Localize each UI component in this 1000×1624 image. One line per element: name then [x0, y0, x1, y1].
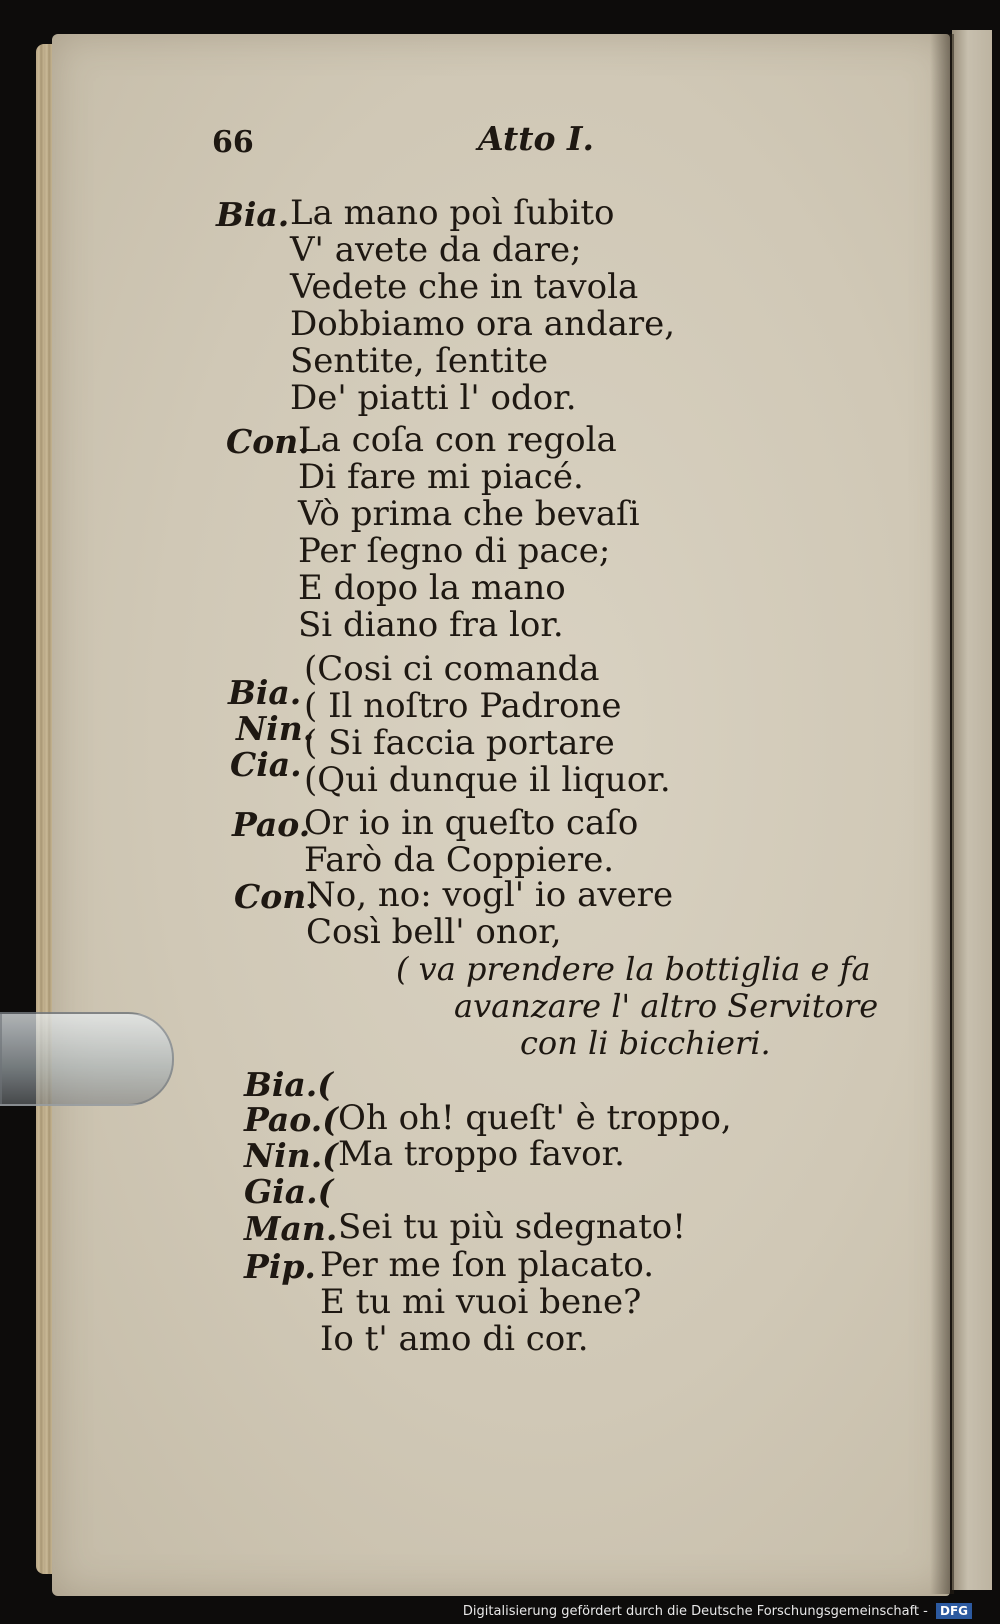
- verse-line: La mano poì ſubito: [290, 193, 615, 233]
- speaker-label: Nin.(: [244, 1136, 338, 1175]
- dfg-logo: DFG: [936, 1603, 972, 1619]
- verse-line: De' piatti l' odor.: [290, 378, 577, 418]
- running-title: Atto I.: [478, 119, 594, 158]
- speaker-label: Pao.(: [244, 1100, 338, 1139]
- page-number: 66: [212, 125, 254, 160]
- verse-line: Sentite, ſentite: [290, 341, 549, 381]
- speaker-label: Bia.(: [244, 1065, 333, 1104]
- speaker-label: Gia.(: [244, 1172, 334, 1211]
- verse-line: Or io in queſto caſo: [304, 803, 639, 843]
- page-clip: [0, 1012, 174, 1106]
- verse-line: Sei tu più sdegnato!: [338, 1207, 686, 1247]
- verse-line: Dobbiamo ora andare,: [290, 304, 676, 344]
- verse-line: (Cosi ci comanda: [304, 649, 600, 689]
- book-gutter: [930, 34, 954, 1594]
- next-page-edge: [952, 30, 992, 1590]
- verse-line: E tu mi vuoi bene?: [320, 1282, 642, 1322]
- speaker-label: Bia.: [216, 195, 290, 234]
- verse-line: ( Il noſtro Padrone: [304, 686, 622, 726]
- speaker-label: Con.: [234, 877, 318, 916]
- verse-line: V' avete da dare;: [290, 230, 582, 270]
- stage-direction-line: ( va prendere la bottiglia e fa: [396, 950, 871, 988]
- verse-line: No, no: vogl' io avere: [306, 875, 674, 915]
- verse-line: Ma troppo favor.: [338, 1134, 625, 1174]
- verse-line: (Qui dunque il liquor.: [304, 760, 671, 800]
- stage-direction-line: con li bicchieri.: [520, 1024, 771, 1062]
- verse-line: ( Si faccia portare: [304, 723, 615, 763]
- verse-line: Vedete che in tavola: [290, 267, 639, 307]
- speaker-label: Pip.: [244, 1247, 316, 1286]
- verse-line: E dopo la mano: [298, 568, 566, 608]
- verse-line: Vò prima che bevaſi: [298, 494, 640, 534]
- verse-line: Io t' amo di cor.: [320, 1319, 589, 1359]
- speaker-label: Pao.: [232, 805, 311, 844]
- footer-text: Digitalisierung gefördert durch die Deutsche Forschungsgemeinschaft -: [462, 1604, 928, 1619]
- verse-line: Si diano fra lor.: [298, 605, 564, 645]
- speaker-label: Con.: [226, 422, 310, 461]
- verse-line: Oh oh! queſt' è troppo,: [338, 1098, 732, 1138]
- speaker-label: Nin.: [236, 709, 315, 748]
- speaker-label: Cia.: [230, 745, 302, 784]
- verse-line: Di fare mi piacé.: [298, 457, 584, 497]
- speaker-label: Man.: [244, 1209, 338, 1248]
- verse-line: La coſa con regola: [298, 420, 617, 460]
- verse-line: Per me ſon placato.: [320, 1245, 655, 1285]
- stage-direction-line: avanzare l' altro Servitore: [454, 987, 879, 1025]
- speaker-label: Bia.: [228, 673, 302, 712]
- verse-line: Farò da Coppiere.: [304, 840, 615, 880]
- digitization-footer: [0, 1600, 1000, 1624]
- verse-line: Per ſegno di pace;: [298, 531, 611, 571]
- verse-line: Così bell' onor,: [306, 912, 562, 952]
